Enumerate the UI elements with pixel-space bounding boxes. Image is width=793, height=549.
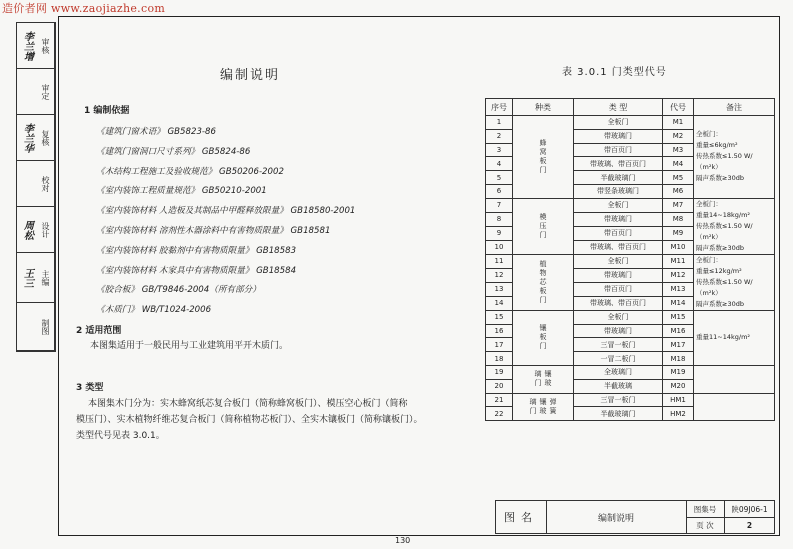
- atlas-row: [686, 501, 774, 518]
- row-number: 10: [486, 240, 513, 254]
- reference-item: 《室内装饰材料 胶黏剂中有害物质限量》 GB18583: [96, 245, 297, 256]
- row-number: 22: [486, 407, 513, 421]
- reference-item: 《木质门》 WB/T1024-2006: [96, 305, 212, 316]
- reference-item: 《木结构工程施工及验收规范》 GB50206-2002: [96, 166, 284, 177]
- row-code: M7: [663, 198, 694, 212]
- row-type: 带玻璃门: [574, 324, 663, 338]
- header-code: 代号: [663, 99, 694, 116]
- approval-cell: [17, 207, 55, 253]
- row-type: 全板门: [574, 254, 663, 268]
- approval-label: 校对: [37, 161, 55, 206]
- row-number: 16: [486, 324, 513, 338]
- row-type: 带玻璃、带百页门: [574, 157, 663, 171]
- reference-item: 《室内装饰材料 木家具中有害物质限量》 GB18584: [96, 265, 297, 276]
- row-note: [694, 116, 775, 199]
- section-3-line-2: 模压门）、实木植物纤维芯复合板门（简称植物芯板门）、全实木镶板门（简称镶板门）。: [76, 415, 423, 425]
- section-2-heading: 2 适用范围: [76, 326, 122, 336]
- atlas-label: 图集号: [686, 501, 725, 517]
- row-number: 19: [486, 365, 513, 379]
- table-row: [486, 198, 775, 212]
- row-type: 带玻璃门: [574, 268, 663, 282]
- approval-cell: [17, 115, 55, 161]
- note-line: 传热系数≤1.50 W/（m²k）: [696, 152, 753, 172]
- approval-strip: [16, 22, 56, 352]
- note-line: 全板门：: [696, 255, 722, 264]
- note-line: 重量≤12kg/m²: [696, 266, 742, 275]
- row-number: 9: [486, 226, 513, 240]
- row-number: 17: [486, 338, 513, 352]
- section-2: [76, 324, 288, 353]
- row-number: 20: [486, 379, 513, 393]
- row-number: 7: [486, 198, 513, 212]
- row-code: M19: [663, 365, 694, 379]
- row-type: 带百页门: [574, 282, 663, 296]
- row-note: [694, 254, 775, 310]
- note-line: 重量11~14kg/m²: [696, 333, 751, 342]
- row-category: 镶板门: [513, 310, 574, 365]
- note-line: 隔声系数≥30db: [696, 243, 744, 252]
- row-number: 13: [486, 282, 513, 296]
- reference-item: 《建筑门窗术语》 GB5823-86: [96, 127, 216, 137]
- row-type: 全玻璃门: [574, 365, 663, 379]
- row-type: 带玻璃、带百页门: [574, 240, 663, 254]
- table-header-row: [486, 99, 775, 116]
- note-line: 隔声系数≥30db: [696, 299, 744, 308]
- atlas-number: 陕09J06-1: [731, 504, 768, 514]
- note-line: 传热系数≤1.50 W/（m²k）: [696, 277, 753, 297]
- row-type: 带百页门: [574, 143, 663, 157]
- row-code: M11: [663, 254, 694, 268]
- reference-item: 《建筑门窗洞口尺寸系列》 GB5824-86: [96, 146, 251, 157]
- approval-label: 审核: [37, 23, 55, 68]
- row-code: M2: [663, 129, 694, 143]
- row-code: M1: [663, 116, 694, 130]
- row-code: M14: [663, 296, 694, 310]
- note-line: 重量≤6kg/m²: [696, 141, 738, 150]
- row-type: 带玻璃、带百页门: [574, 296, 663, 310]
- door-type-table: [485, 98, 775, 421]
- row-code: M13: [663, 282, 694, 296]
- row-category: 模压门: [513, 198, 574, 254]
- approval-cell: [17, 253, 55, 303]
- row-number: 12: [486, 268, 513, 282]
- row-code: M16: [663, 324, 694, 338]
- section-3-line-3: 类型代号见表 3.0.1。: [76, 431, 165, 441]
- row-note: [694, 310, 775, 365]
- table-row: [486, 365, 775, 379]
- row-number: 14: [486, 296, 513, 310]
- row-code: M8: [663, 212, 694, 226]
- table-row: [486, 116, 775, 130]
- row-code: M20: [663, 379, 694, 393]
- page-row: [686, 517, 774, 533]
- row-type: 一冒二板门: [574, 352, 663, 366]
- row-type: 三冒一板门: [574, 338, 663, 352]
- row-category: 蜂窝板门: [513, 116, 574, 199]
- approval-signature: [17, 161, 37, 206]
- approval-signature: 王三: [21, 267, 33, 288]
- header-no: 序号: [486, 99, 513, 116]
- section-2-text: 本图集适用于一般民用与工业建筑用平开木质门。: [90, 340, 289, 351]
- row-note: [694, 198, 775, 254]
- row-code: M9: [663, 226, 694, 240]
- header-kind: 种类: [513, 99, 574, 116]
- table-row: [486, 254, 775, 268]
- section-1-heading: 1 编制依据: [84, 106, 130, 116]
- section-1: [84, 104, 129, 119]
- note-line: 全板门：: [696, 130, 722, 139]
- row-code: M5: [663, 171, 694, 185]
- row-note: [694, 365, 775, 393]
- row-number: 11: [486, 254, 513, 268]
- header-type: 类 型: [574, 99, 663, 116]
- row-number: 5: [486, 171, 513, 185]
- row-type: 半截玻璃门: [574, 171, 663, 185]
- row-code: HM1: [663, 393, 694, 407]
- row-category: 植物芯板门: [513, 254, 574, 310]
- row-code: M6: [663, 184, 694, 198]
- approval-cell: [17, 23, 55, 69]
- table-title: 表 3.0.1 门类型代号: [562, 67, 667, 78]
- reference-item: 《室内装饰材料 溶剂性木器涂料中有害物质限量》 GB18581: [96, 226, 331, 236]
- note-line: 全板门：: [696, 199, 722, 208]
- section-3-line-1: 本图集木门分为：实木蜂窝纸芯复合板门（简称蜂窝板门）、模压空心板门（简称: [88, 399, 408, 409]
- row-code: M15: [663, 310, 694, 324]
- page-count: 2: [746, 520, 753, 530]
- page-label: 页 次: [686, 517, 725, 533]
- approval-signature: 周松: [21, 219, 33, 240]
- watermark-text: 造价者网 www.zaojiazhe.com: [2, 2, 166, 15]
- reference-item: 《室内装饰材料 人造板及其制品中甲醛释放限量》 GB18580-2001: [96, 206, 356, 217]
- row-code: HM2: [663, 407, 694, 421]
- table-row: [486, 310, 775, 324]
- row-number: 18: [486, 352, 513, 366]
- title-block: [495, 500, 775, 534]
- approval-signature: 李兰增: [21, 30, 33, 61]
- row-number: 2: [486, 129, 513, 143]
- row-type: 全板门: [574, 310, 663, 324]
- row-code: M10: [663, 240, 694, 254]
- row-number: 6: [486, 184, 513, 198]
- approval-signature: [17, 69, 37, 114]
- approval-label: 复核: [37, 115, 55, 160]
- row-code: M17: [663, 338, 694, 352]
- section-3-heading: 3 类型: [76, 383, 104, 393]
- row-type: 带竖条玻璃门: [574, 184, 663, 198]
- doc-title: 编制说明: [220, 68, 281, 83]
- title-block-name-label: 图名: [496, 501, 547, 533]
- approval-cell: [17, 303, 55, 351]
- row-type: 半截玻璃: [574, 379, 663, 393]
- row-type: 带百页门: [574, 226, 663, 240]
- row-number: 4: [486, 157, 513, 171]
- approval-cell: [17, 69, 55, 115]
- page-number: 130: [395, 536, 411, 545]
- row-code: M18: [663, 352, 694, 366]
- row-type: 全板门: [574, 198, 663, 212]
- row-type: 半截玻璃门: [574, 407, 663, 421]
- row-type: 全板门: [574, 116, 663, 130]
- row-number: 21: [486, 393, 513, 407]
- table-row: [486, 393, 775, 407]
- row-number: 3: [486, 143, 513, 157]
- row-category: 镶玻璃门: [513, 365, 574, 393]
- approval-signature: 李兰华: [21, 122, 33, 153]
- reference-item: 《室内装饰工程质量规范》 GB50210-2001: [96, 186, 267, 197]
- note-line: 传热系数≤1.50 W/（m²k）: [696, 221, 753, 241]
- section-3: [76, 380, 423, 444]
- approval-label: 审定: [37, 69, 55, 114]
- row-number: 15: [486, 310, 513, 324]
- reference-item: 《胶合板》 GB/T9846-2004（所有部分）: [96, 285, 261, 296]
- approval-cell: [17, 161, 55, 207]
- row-type: 带玻璃门: [574, 212, 663, 226]
- approval-label: 设计: [37, 207, 55, 252]
- row-category: 弹簧镶玻璃门: [513, 393, 574, 421]
- row-code: M3: [663, 143, 694, 157]
- header-remark: 备注: [694, 99, 775, 116]
- row-code: M12: [663, 268, 694, 282]
- approval-label: 制图: [37, 303, 55, 350]
- note-line: 重量14~18kg/m²: [696, 210, 751, 219]
- row-note: [694, 393, 775, 421]
- approval-signature: [17, 303, 37, 350]
- row-number: 1: [486, 116, 513, 130]
- row-type: 三冒一板门: [574, 393, 663, 407]
- title-block-title: 编制说明: [546, 501, 687, 533]
- row-code: M4: [663, 157, 694, 171]
- note-line: 隔声系数≥30db: [696, 174, 744, 183]
- approval-label: 主编: [37, 253, 55, 302]
- row-type: 带玻璃门: [574, 129, 663, 143]
- row-number: 8: [486, 212, 513, 226]
